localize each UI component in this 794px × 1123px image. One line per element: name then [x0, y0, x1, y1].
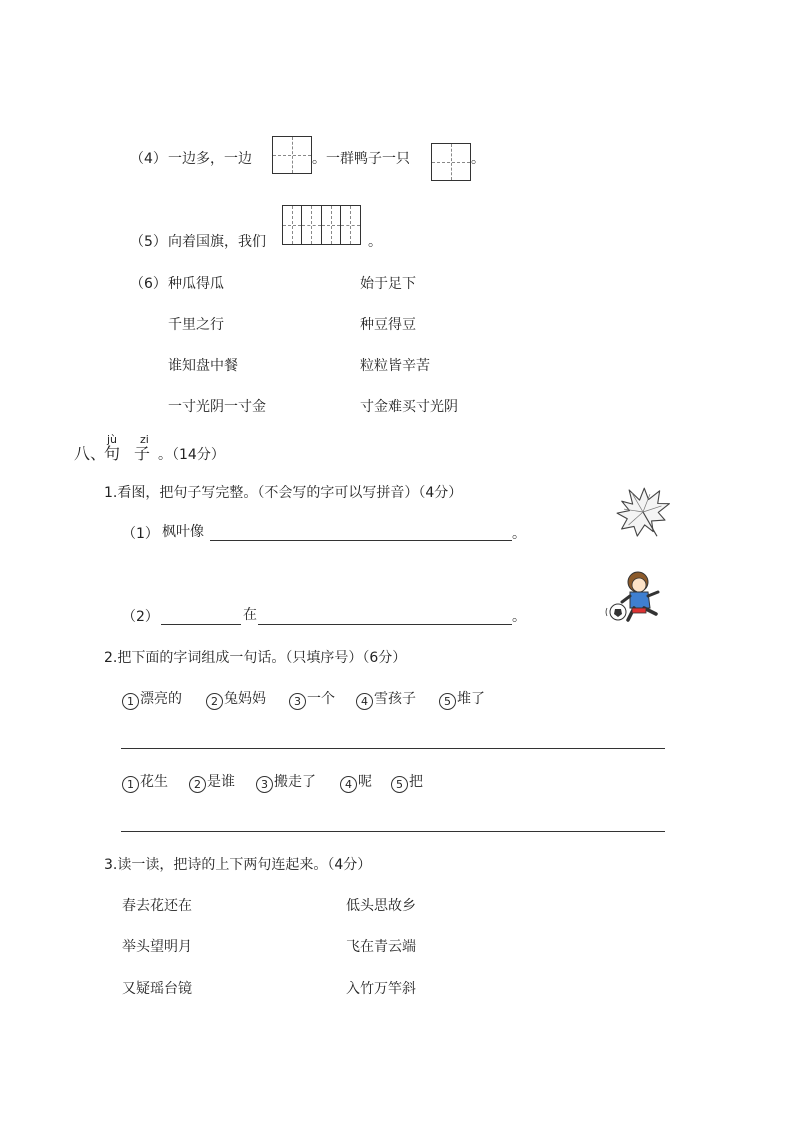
word-option [289, 690, 335, 710]
question-3-title: 3.读一读，把诗的上下两句连起来。（4分） [104, 857, 372, 873]
q1-sub1-end: 。 [512, 526, 526, 542]
tianzige-grid-4[interactable] [282, 205, 361, 245]
word-text: 堆了 [457, 691, 485, 707]
poem-right-line: 飞在青云端 [346, 939, 416, 955]
tianzige-box-1[interactable] [272, 136, 312, 174]
circled-number: 2 [206, 693, 223, 710]
circled-number: 3 [289, 693, 306, 710]
word-option [206, 690, 266, 710]
word-option [391, 773, 423, 793]
answer-line-q2-1[interactable] [121, 748, 665, 749]
word-option [122, 773, 168, 793]
circled-number: 1 [122, 776, 139, 793]
item-5-text-a: 向着国旗，我们 [168, 234, 266, 250]
circled-number: 5 [391, 776, 408, 793]
q1-sub2-mid: 在 [243, 607, 257, 623]
q1-sub2-end: 。 [512, 609, 526, 625]
word-option [189, 773, 235, 793]
word-option [340, 773, 372, 793]
word-text: 是谁 [207, 774, 235, 790]
word-text: 兔妈妈 [224, 691, 266, 707]
answer-line-sub1[interactable] [210, 540, 512, 541]
item-5-text-b: 。 [368, 234, 382, 250]
word-text: 搬走了 [274, 774, 316, 790]
circled-number: 4 [356, 693, 373, 710]
match-right-item: 粒粒皆辛苦 [360, 358, 430, 374]
section-8-word-ju: 句 [104, 444, 121, 463]
poem-right-line: 入竹万竿斜 [346, 981, 416, 997]
q1-sub2-number: （2） [122, 609, 159, 625]
word-option [122, 690, 182, 710]
answer-line-sub2-who[interactable] [161, 624, 241, 625]
pinyin-zi: zi [140, 433, 149, 446]
word-option [356, 690, 416, 710]
item-4-text-a: 一边多，一边 [168, 151, 252, 167]
item-6-number: （6） [130, 276, 167, 292]
item-4-number: （4） [130, 151, 167, 167]
match-right-item: 寸金难买寸光阴 [360, 399, 458, 415]
poem-right-line: 低头思故乡 [346, 898, 416, 914]
item-5-number: （5） [130, 234, 167, 250]
section-8-points: 。（14分） [158, 447, 225, 463]
question-2-title: 2.把下面的字词组成一句话。（只填序号）（6分） [104, 650, 407, 666]
item-4-text-c: 。 [471, 151, 485, 167]
circled-number: 3 [256, 776, 273, 793]
q1-sub1-number: （1） [122, 526, 159, 542]
question-1-title: 1.看图，把句子写完整。（不会写的字可以写拼音）（4分） [104, 485, 463, 501]
circled-number: 1 [122, 693, 139, 710]
tianzige-box-2[interactable] [431, 143, 471, 181]
boy-playing-football-icon [604, 568, 666, 626]
word-text: 呢 [358, 774, 372, 790]
word-text: 一个 [307, 691, 335, 707]
word-option [439, 690, 485, 710]
word-option [256, 773, 316, 793]
answer-line-sub2-what[interactable] [258, 624, 512, 625]
maple-leaf-icon [612, 482, 674, 542]
poem-left-line: 举头望明月 [122, 939, 192, 955]
match-left-item: 千里之行 [168, 317, 224, 333]
match-left-item: 种瓜得瓜 [168, 276, 224, 292]
pinyin-ju: jù [107, 433, 118, 446]
word-text: 漂亮的 [140, 691, 182, 707]
section-8-label: 八、 [74, 444, 107, 463]
q1-sub1-text: 枫叶像 [162, 524, 204, 540]
match-right-item: 始于足下 [360, 276, 416, 292]
match-left-item: 一寸光阴一寸金 [168, 399, 266, 415]
answer-line-q2-2[interactable] [121, 831, 665, 832]
word-text: 花生 [140, 774, 168, 790]
item-4-text-b: 。一群鸭子一只 [312, 151, 410, 167]
word-text: 把 [409, 774, 423, 790]
circled-number: 5 [439, 693, 456, 710]
section-8-word-zi: 子 [134, 444, 151, 463]
circled-number: 2 [189, 776, 206, 793]
word-text: 雪孩子 [374, 691, 416, 707]
match-left-item: 谁知盘中餐 [168, 358, 238, 374]
poem-left-line: 春去花还在 [122, 898, 192, 914]
match-right-item: 种豆得豆 [360, 317, 416, 333]
poem-left-line: 又疑瑶台镜 [122, 981, 192, 997]
circled-number: 4 [340, 776, 357, 793]
